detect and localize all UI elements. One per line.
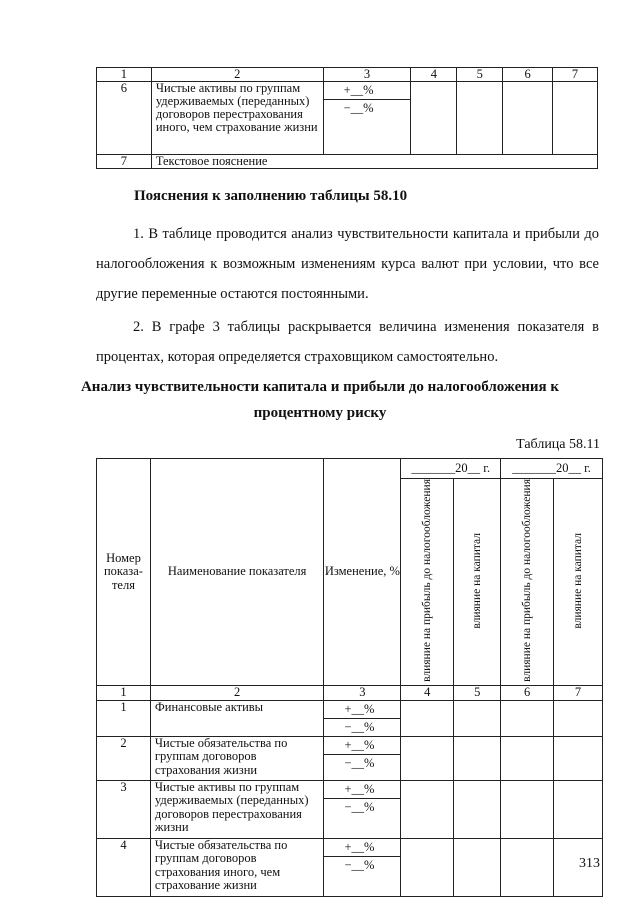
header-change: Изменение, % [324, 459, 401, 686]
explanation-paragraph-2: 2. В графе 3 таблицы раскрывается величина изменения показателя в процентах, которая определяется страховщиком самостоятельно. [96, 319, 599, 365]
empty-cell [501, 780, 554, 838]
column-number: 5 [454, 686, 501, 701]
change-plus: +__% [343, 83, 374, 97]
year-header-1: _______20__ г. [401, 459, 501, 479]
subheader-capital: влияние на капитал [470, 532, 483, 629]
explanation-paragraph-1: 1. В таблице проводится анализ чувствительности капитала и прибыли до налогообложения к возможным изменениям курса валют при условии, что все другие переменные остаются постоянными. [96, 226, 599, 302]
column-number: 4 [401, 686, 454, 701]
change-plus: +__% [344, 737, 375, 752]
empty-cell [454, 736, 501, 780]
empty-cell [454, 780, 501, 838]
table-label: Таблица 58.11 [516, 437, 600, 452]
col-header: 1 [97, 68, 152, 82]
change-cell [323, 82, 411, 155]
subheader-capital: влияние на капитал [571, 532, 584, 629]
section-title-line-2: процентному риску [253, 405, 387, 421]
table-row [97, 736, 603, 780]
page-number: 313 [579, 856, 600, 871]
col-header: 2 [151, 68, 323, 82]
empty-cell [503, 82, 553, 155]
column-number: 7 [554, 686, 603, 701]
change-minus: −__% [324, 754, 400, 772]
column-number: 3 [324, 686, 401, 701]
table-row [97, 780, 603, 838]
col-header: 7 [553, 68, 598, 82]
empty-cell [553, 82, 598, 155]
empty-cell [457, 82, 503, 155]
table-row [97, 838, 603, 896]
change-cell [324, 838, 401, 896]
change-minus: −__% [324, 798, 400, 816]
change-cell [324, 700, 401, 736]
row-number: 3 [97, 780, 151, 838]
row-name: Текстовое пояснение [151, 155, 597, 169]
table-header-row [97, 68, 598, 82]
empty-cell [401, 780, 454, 838]
column-number: 1 [97, 686, 151, 701]
empty-cell [501, 838, 554, 896]
empty-cell [554, 780, 603, 838]
change-cell [324, 780, 401, 838]
subheader-profit: влияние на прибыль до налогообложения [520, 479, 533, 682]
change-plus: +__% [344, 781, 375, 796]
row-name: Финансовые активы [150, 700, 324, 736]
column-number: 6 [501, 686, 554, 701]
table-row [97, 82, 598, 155]
empty-cell [401, 700, 454, 736]
row-name: Чистые активы по группам удерживаемых (переданных) договоров перестрахования жизни [150, 780, 324, 838]
row-number: 4 [97, 838, 151, 896]
row-number: 7 [97, 155, 152, 169]
col-header: 6 [503, 68, 553, 82]
explanation-heading: Пояснения к заполнению таблицы 58.10 [134, 188, 408, 204]
column-number: 2 [150, 686, 324, 701]
col-header: 4 [411, 68, 457, 82]
sensitivity-table [96, 458, 603, 897]
empty-cell [411, 82, 457, 155]
row-name: Чистые обязательства по группам договоров страхования жизни [150, 736, 324, 780]
row-number: 2 [97, 736, 151, 780]
change-minus: −__% [324, 718, 400, 736]
col-header: 5 [457, 68, 503, 82]
header-row [97, 459, 603, 479]
row-name: Чистые активы по группам удерживаемых (переданных) договоров перестрахования иного, чем страхование жизни [151, 82, 323, 155]
row-name: Чистые обязательства по группам договоров страхования иного, чем страхование жизни [150, 838, 324, 896]
empty-cell [501, 700, 554, 736]
change-minus: −__% [324, 856, 400, 874]
header-name: Наименование показателя [150, 459, 324, 686]
change-minus: −__% [324, 99, 411, 117]
row-number: 1 [97, 700, 151, 736]
section-title-line-1: Анализ чувствительности капитала и прибыли до налогообложения к [80, 379, 560, 395]
empty-cell [401, 838, 454, 896]
row-number: 6 [97, 82, 152, 155]
empty-cell [501, 736, 554, 780]
col-header: 3 [323, 68, 411, 82]
empty-cell [454, 838, 501, 896]
empty-cell [454, 700, 501, 736]
empty-cell [554, 700, 603, 736]
change-plus: +__% [344, 839, 375, 854]
continuation-table [96, 67, 598, 169]
table-row [97, 700, 603, 736]
column-numbers-row [97, 686, 603, 701]
year-header-2: _______20__ г. [501, 459, 603, 479]
table-row [97, 155, 598, 169]
header-number: Номер показа-теля [97, 459, 151, 686]
empty-cell [401, 736, 454, 780]
empty-cell [554, 736, 603, 780]
change-cell [324, 736, 401, 780]
subheader-profit: влияние на прибыль до налогообложения [420, 479, 433, 682]
change-plus: +__% [344, 701, 375, 716]
